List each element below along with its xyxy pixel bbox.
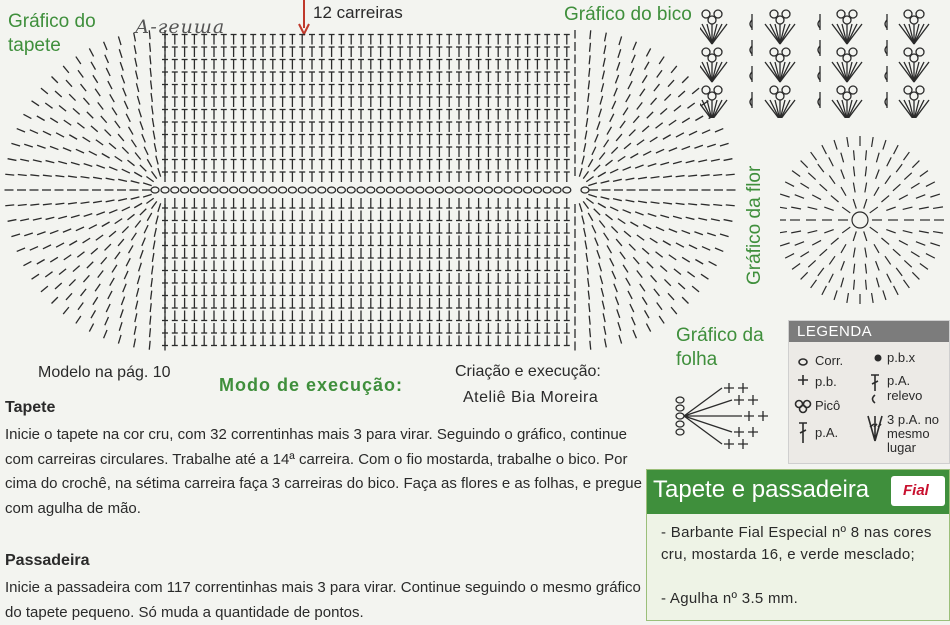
tapete-chart <box>0 30 745 360</box>
passadeira-text: Inicie a passadeira com 117 correntinhas mais 3 para virar. Continue seguindo o mesmo gráfico do tapete pequeno. Só muda a quantidade de pontos. <box>5 579 641 621</box>
grafico-flor-title: Gráfico da flor <box>744 165 765 285</box>
grafico-folha-title: Gráfico da folha <box>676 325 764 370</box>
legend-item-corr: Corr. <box>815 353 844 368</box>
materials-title-text: Tapete e passadeira <box>653 476 870 503</box>
material-item-1: - Barbante Fial Especial nº 8 nas cores cru, mostarda 16, e verde mesclado; <box>661 524 932 563</box>
picot-icon <box>793 398 813 417</box>
raised-double-crochet-icon <box>869 373 881 410</box>
criacao-line-1: Criação e execução: <box>455 363 601 380</box>
legend-title: LEGENDA <box>789 321 949 342</box>
fial-logo-text: Fial <box>903 482 929 499</box>
three-dc-same-place-icon <box>865 413 885 446</box>
grafico-bico-title: Gráfico do bico <box>564 4 692 25</box>
legend-item-pb: p.b. <box>815 374 837 389</box>
folha-chart <box>668 378 778 454</box>
materials-box <box>646 469 950 621</box>
legend-item-pa: p.A. <box>815 425 839 440</box>
grafico-tapete-title: Gráfico do tapete <box>8 11 96 56</box>
bico-chart <box>700 0 950 118</box>
carreiras-label: 12 carreiras <box>313 3 403 22</box>
material-item-2: - Agulha nº 3.5 mm. <box>661 590 799 607</box>
double-crochet-icon <box>797 421 809 448</box>
modelo-caption: Modelo na pág. 10 <box>38 364 171 381</box>
watermark: А-геиша <box>135 16 226 38</box>
fial-logo <box>891 476 945 506</box>
legend-item-pico: Picô <box>815 398 841 413</box>
legend-box <box>788 320 950 464</box>
modo-execucao-heading: Modo de execução: <box>219 375 404 395</box>
flor-chart <box>780 120 950 320</box>
single-crochet-icon <box>797 374 809 389</box>
passadeira-heading: Passadeira <box>5 552 90 569</box>
materials-title <box>647 470 949 514</box>
chain-icon <box>797 355 809 370</box>
legend-item-3pa: 3 p.A. no mesmo lugar <box>887 412 940 455</box>
tapete-text: Inicie o tapete na cor cru, com 32 correntinhas mais 3 para virar. Seguindo o gráfico, continue com carreiras circulares. Trabalhe até a 14ª carreira. Com o fio mostarda, trabalhe o bico. Por cima do crochê, na sétima carreira faça 3 carreiras do bico. Faça as flores e as folhas, e pregue com agulha de mão. <box>5 426 642 517</box>
legend-item-pa-relevo: p.A. relevo <box>887 373 923 403</box>
slip-stitch-icon <box>873 351 883 366</box>
tapete-heading: Tapete <box>5 399 56 416</box>
criacao-line-2: Ateliê Bia Moreira <box>463 389 599 406</box>
legend-item-pbx: p.b.x <box>887 350 916 365</box>
